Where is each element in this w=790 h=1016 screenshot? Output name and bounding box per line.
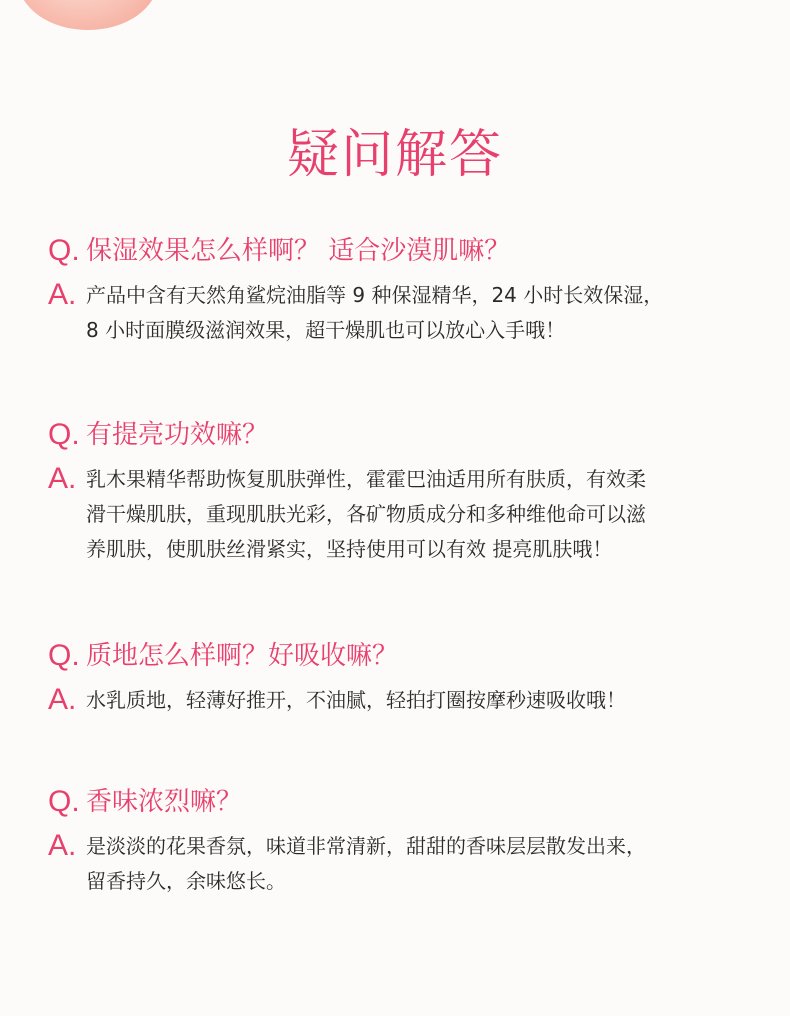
faq-item-2 (48, 410, 748, 567)
page-title: 疑问解答 (286, 125, 503, 185)
faq-item-1 (48, 226, 748, 348)
q-marker: Q. (48, 234, 80, 267)
answer-text (86, 462, 726, 567)
answer-line: 滑干燥肌肤，重现肌肤光彩，各矿物质成分和多种维他命可以滋 (86, 502, 646, 526)
question-row (48, 410, 748, 460)
answer-text (86, 829, 726, 899)
answer-row (48, 829, 748, 899)
a-marker: A. (48, 829, 77, 862)
answer-line: 乳木果精华帮助恢复肌肤弹性，霍霍巴油适用所有肤质，有效柔 (86, 467, 646, 491)
question-text: 保湿效果怎么样啊？ 适合沙漠肌嘛？ (86, 236, 511, 266)
answer-line: 8 小时面膜级滋润效果，超干燥肌也可以放心入手哦！ (86, 318, 566, 342)
answer-line: 产品中含有天然角鲨烷油脂等 9 种保湿精华，24 小时长效保湿， (86, 283, 664, 307)
answer-line: 留香持久，余味悠长。 (86, 869, 286, 893)
answer-row (48, 683, 748, 718)
answer-line: 是淡淡的花果香氛，味道非常清新，甜甜的香味层层散发出来， (86, 834, 646, 858)
question-text: 有提亮功效嘛？ (86, 420, 269, 450)
question-row (48, 631, 748, 681)
answer-text (86, 683, 726, 718)
answer-row (48, 462, 748, 567)
peach-decoration (18, 0, 158, 30)
a-marker: A. (48, 278, 77, 311)
q-marker: Q. (48, 639, 80, 672)
faq-item-3 (48, 631, 748, 718)
answer-line: 养肌肤，使肌肤丝滑紧实，坚持使用可以有效 提亮肌肤哦！ (86, 537, 613, 561)
a-marker: A. (48, 683, 77, 716)
question-text: 香味浓烈嘛？ (86, 787, 243, 817)
question-row (48, 777, 748, 827)
answer-text (86, 278, 726, 348)
answer-row (48, 278, 748, 348)
question-row (48, 226, 748, 276)
faq-item-4 (48, 777, 748, 899)
answer-line: 水乳质地，轻薄好推开，不油腻，轻拍打圈按摩秒速吸收哦！ (86, 688, 626, 712)
question-text: 质地怎么样啊？好吸收嘛？ (86, 641, 399, 671)
q-marker: Q. (48, 418, 80, 451)
q-marker: Q. (48, 785, 80, 818)
a-marker: A. (48, 462, 77, 495)
